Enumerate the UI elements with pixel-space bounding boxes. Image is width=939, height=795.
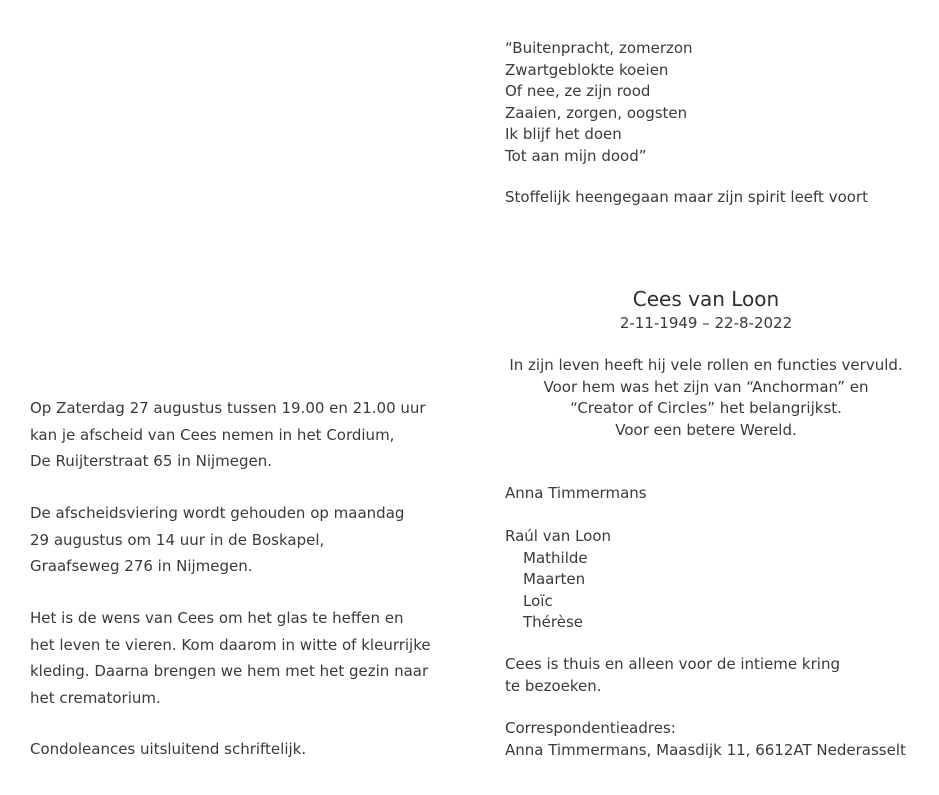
visit-note-line: te bezoeken. (505, 676, 602, 695)
poem (505, 38, 693, 167)
visit-note-line: Cees is thuis en alleen voor de intieme kring (505, 655, 840, 673)
visit-note (505, 654, 840, 697)
condolences-note (30, 736, 306, 763)
tribute-line: Voor een betere Wereld. (615, 420, 797, 439)
tribute (505, 355, 907, 441)
correspondence-address: Anna Timmermans, Maasdijk 11, 6612AT Nederasselt (505, 740, 906, 759)
tagline: Stoffelijk heengegaan maar zijn spirit leeft voort (505, 188, 868, 206)
poem-line: Of nee, ze zijn rood (505, 82, 651, 100)
wish-line: het leven te vieren. Kom daarom in witte of kleurrijke (30, 635, 431, 654)
tribute-line: Voor hem was het zijn van “Anchorman” en (543, 377, 869, 396)
wish-info (30, 605, 431, 711)
deceased-name: Cees van Loon (632, 287, 780, 311)
poem-line: Ik blijf het doen (505, 125, 622, 143)
grandchild-name: Mathilde (523, 548, 588, 567)
partner-name: Anna Timmermans (505, 484, 647, 502)
correspondence-label: Correspondentieadres: (505, 719, 676, 737)
correspondence (505, 718, 906, 761)
tribute-line: “Creator of Circles” het belangrijkst. (570, 399, 842, 417)
condolences-line: Condoleances uitsluitend schriftelijk. (30, 740, 307, 758)
farewell-line: kan je afscheid van Cees nemen in het Cordium, (30, 425, 395, 444)
farewell-line: De Ruijterstraat 65 in Nijmegen. (30, 452, 273, 470)
ceremony-line: 29 augustus om 14 uur in de Boskapel, (30, 530, 325, 549)
wish-line: Het is de wens van Cees om het glas te heffen en (30, 609, 404, 627)
poem-line: Tot aan mijn dood” (505, 146, 647, 165)
poem-line: Zwartgeblokte koeien (505, 60, 669, 79)
ceremony-line: De afscheidsviering wordt gehouden op maandag (30, 504, 405, 522)
poem-line: Zaaien, zorgen, oogsten (505, 103, 688, 122)
tribute-line: In zijn leven heeft hij vele rollen en functies vervuld. (509, 356, 903, 374)
wish-line: kleding. Daarna brengen we hem met het gezin naar (30, 662, 429, 680)
ceremony-line: Graafseweg 276 in Nijmegen. (30, 557, 253, 575)
farewell-line: Op Zaterdag 27 augustus tussen 19.00 en 21.00 uur (30, 399, 426, 417)
grandchild-name: Loïc (523, 591, 553, 610)
family-list (505, 526, 611, 634)
poem-line: “Buitenpracht, zomerzon (505, 39, 693, 57)
grandchild-name: Thérèse (523, 613, 584, 631)
wish-line: het crematorium. (30, 688, 161, 707)
farewell-info (30, 395, 426, 475)
ceremony-info (30, 500, 404, 580)
life-dates: 2-11-1949 – 22-8-2022 (619, 314, 793, 332)
grandchild-name: Maarten (523, 570, 586, 588)
child-name: Raúl van Loon (505, 527, 612, 545)
